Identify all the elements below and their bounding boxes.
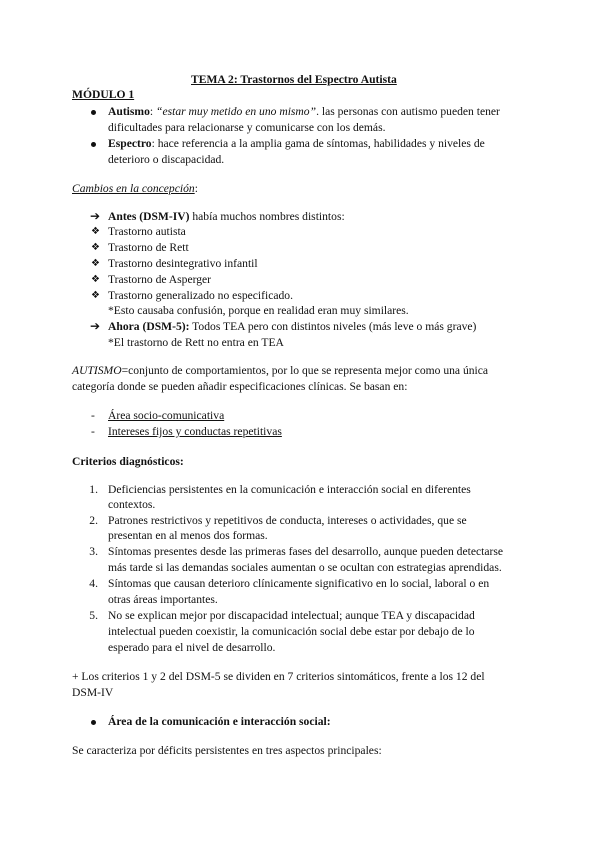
dash-bullet: - xyxy=(91,409,95,422)
antes-text: había muchos nombres distintos: xyxy=(189,210,345,223)
changes-heading xyxy=(72,181,198,196)
diamond-bullet-icon: ❖ xyxy=(91,290,100,301)
document-title: TEMA 2: Trastornos del Espectro Autista xyxy=(191,73,397,86)
arrow-right-icon: ➔ xyxy=(90,319,101,333)
diamond-bullet-icon: ❖ xyxy=(91,242,100,253)
antes-label: Antes (DSM-IV) xyxy=(108,210,190,223)
changes-heading-text: Cambios en la concepción xyxy=(72,182,195,195)
arrow-right-icon: ➔ xyxy=(90,209,101,223)
final-line: Se caracteriza por déficits persistentes en tres aspectos principales: xyxy=(72,744,382,757)
bullet-icon xyxy=(91,142,96,147)
criterion-line: Síntomas que causan deterioro clínicamente significativo en lo social, laboral o en xyxy=(108,577,490,590)
dash-bullet: - xyxy=(91,425,95,438)
diamond-bullet-icon: ❖ xyxy=(91,226,100,237)
disorder-item: Trastorno desintegrativo infantil xyxy=(108,257,258,270)
plus-note-line: + Los criterios 1 y 2 del DSM-5 se dividen en 7 criterios sintomáticos, frente a los 12 del xyxy=(72,670,485,683)
criterion-line: esperado para el nivel de desarrollo. xyxy=(108,641,276,654)
criterion-line: Deficiencias persistentes en la comunicación e interacción social en diferentes xyxy=(108,483,471,496)
criterion-line: Patrones restrictivos y repetitivos de conducta, intereses o actividades, que se xyxy=(108,514,467,527)
plus-note-line: DSM-IV xyxy=(72,686,114,699)
criterion-line: Síntomas presentes desde las primeras fases del desarrollo, aunque pueden detectarse xyxy=(108,545,504,558)
ahora-label: Ahora (DSM-5): xyxy=(108,320,190,333)
criterion-line: presentan en al menos dos formas. xyxy=(108,529,268,542)
criterion-line: contextos. xyxy=(108,498,156,511)
definition-autismo: Autismo: “estar muy metido en uno mismo”. las personas con autismo pueden tener xyxy=(108,105,500,118)
criterion-number: 5. xyxy=(89,609,98,622)
antes-note: *Esto causaba confusión, porque en realidad eran muy similares. xyxy=(108,304,409,317)
criterion-line: otras áreas importantes. xyxy=(108,593,218,606)
ahora-note: *El trastorno de Rett no entra en TEA xyxy=(108,336,284,349)
criterion-number: 1. xyxy=(89,483,98,496)
diamond-bullet-icon: ❖ xyxy=(91,258,100,269)
definition-text: . las personas con autismo pueden tener xyxy=(316,105,500,118)
autismo-paragraph-line: categoría donde se pueden añadir especificaciones clínicas. Se basan en: xyxy=(72,380,408,393)
disorder-item: Trastorno generalizado no especificado. xyxy=(108,289,294,302)
disorder-item: Trastorno de Asperger xyxy=(108,273,212,286)
criterion-line: más tarde si las demandas sociales aumentan o se ocultan con estrategias aprendidas. xyxy=(108,561,502,574)
definition-text: : hace referencia a la amplia gama de síntomas, habilidades y niveles de xyxy=(151,137,485,150)
definition-espectro xyxy=(108,136,485,151)
area-item: Intereses fijos y conductas repetitivas xyxy=(108,425,282,438)
area-heading: Área de la comunicación e interacción social: xyxy=(108,715,331,728)
criteria-heading: Criterios diagnósticos: xyxy=(72,455,184,468)
definition-quote: “estar muy metido en uno mismo” xyxy=(156,105,317,118)
disorder-item: Trastorno autista xyxy=(108,225,186,238)
ahora-line xyxy=(108,319,476,334)
module-heading: MÓDULO 1 xyxy=(72,88,135,101)
area-item: Área socio-comunicativa xyxy=(108,409,225,422)
definition-line: deterioro o discapacidad. xyxy=(108,153,225,166)
definition-term: Autismo xyxy=(108,105,150,118)
criterion-number: 3. xyxy=(89,545,98,558)
disorder-item: Trastorno de Rett xyxy=(108,241,189,254)
autismo-term: AUTISMO xyxy=(72,364,122,377)
bullet-icon xyxy=(91,720,96,725)
changes-heading-colon: : xyxy=(194,182,198,195)
autismo-text: =conjunto de comportamientos, por lo que se representa mejor como una única xyxy=(121,364,489,377)
autismo-paragraph xyxy=(72,363,488,378)
criterion-number: 4. xyxy=(89,577,98,590)
antes-line xyxy=(108,209,345,224)
definition-line: dificultades para relacionarse y comunicarse con los demás. xyxy=(108,121,386,134)
diamond-bullet-icon: ❖ xyxy=(91,274,100,285)
criterion-line: intelectual pueden coexistir, la comunicación social debe estar por debajo de lo xyxy=(108,625,475,638)
criterion-line: No se explican mejor por discapacidad intelectual; aunque TEA y discapacidad xyxy=(108,609,475,622)
definition-term: Espectro xyxy=(108,137,152,150)
ahora-text: Todos TEA pero con distintos niveles (más leve o más grave) xyxy=(189,320,477,333)
bullet-icon xyxy=(91,110,96,115)
criterion-number: 2. xyxy=(89,514,98,527)
